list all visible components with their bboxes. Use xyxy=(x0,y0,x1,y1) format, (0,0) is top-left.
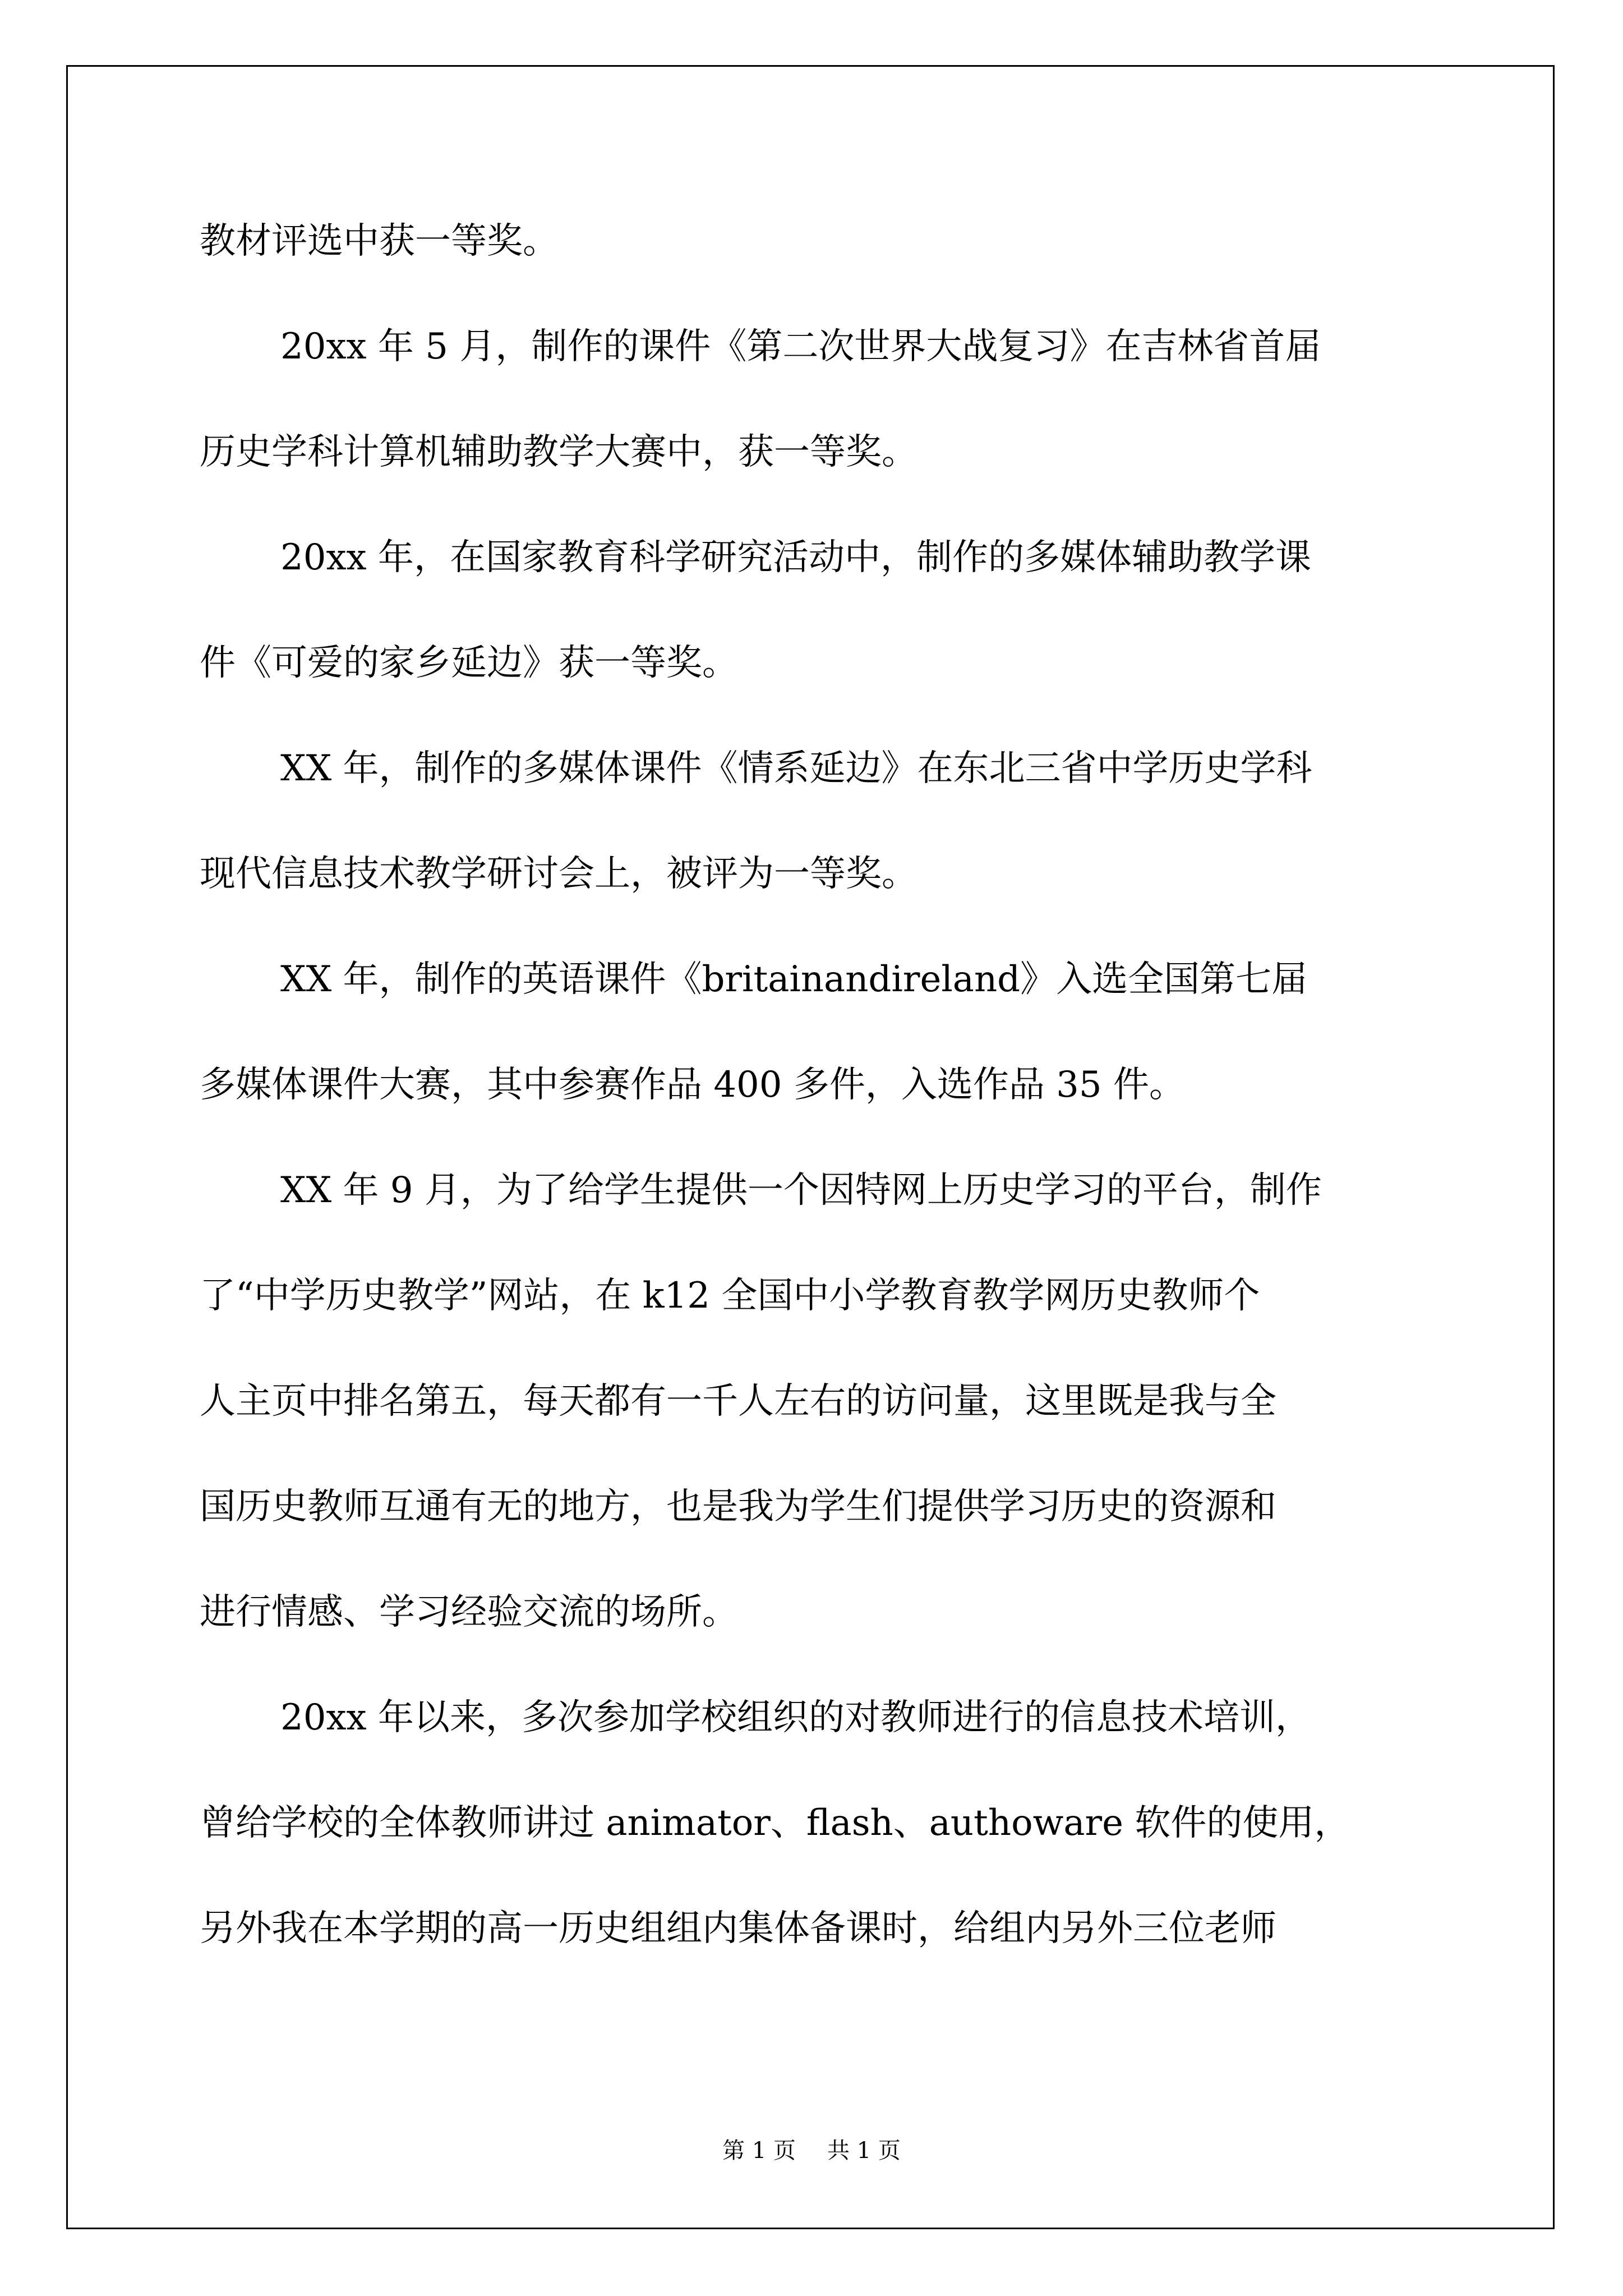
text-line: 国历史教师互通有无的地方，也是我为学生们提供学习历史的资源和 xyxy=(200,1486,1276,1527)
text-line: 进行情感、学习经验交流的场所。 xyxy=(200,1591,738,1633)
text-line: 20xx 年 5 月，制作的课件《第二次世界大战复习》在吉林省首届 xyxy=(280,326,1321,367)
text-line: 人主页中排名第五，每天都有一千人左右的访问量，这里既是我与全 xyxy=(200,1381,1276,1422)
page-total: 共 1 页 xyxy=(827,2138,901,2164)
text-line: 历史学科计算机辅助教学大赛中，获一等奖。 xyxy=(200,431,917,473)
text-line: 曾给学校的全体教师讲过 animator、flash、authoware 软件的使用， xyxy=(200,1802,1350,1844)
document-body xyxy=(200,213,1445,2006)
text-line: 教材评选中获一等奖。 xyxy=(200,220,559,262)
text-line: 20xx 年，在国家教育科学研究活动中，制作的多媒体辅助教学课 xyxy=(280,537,1311,578)
text-line: 了“中学历史教学”网站，在 k12 全国中小学教育教学网历史教师个 xyxy=(200,1275,1260,1317)
text-line: XX 年 9 月，为了给学生提供一个因特网上历史学习的平台，制作 xyxy=(280,1170,1322,1211)
text-line: XX 年，制作的英语课件《britainandireland》入选全国第七届 xyxy=(280,959,1308,1000)
text-line: 另外我在本学期的高一历史组组内集体备课时，给组内另外三位老师 xyxy=(200,1908,1276,1949)
text-line: 多媒体课件大赛，其中参赛作品 400 多件，入选作品 35 件。 xyxy=(200,1064,1185,1106)
text-line: 现代信息技术教学研讨会上，被评为一等奖。 xyxy=(200,853,917,895)
page-footer xyxy=(0,2133,1623,2165)
text-line: 20xx 年以来，多次参加学校组织的对教师进行的信息技术培训， xyxy=(280,1697,1311,1738)
text-line: XX 年，制作的多媒体课件《情系延边》在东北三省中学历史学科 xyxy=(280,748,1312,789)
text-line: 件《可爱的家乡延边》获一等奖。 xyxy=(200,642,738,684)
page-number: 第 1 页 xyxy=(722,2138,796,2164)
